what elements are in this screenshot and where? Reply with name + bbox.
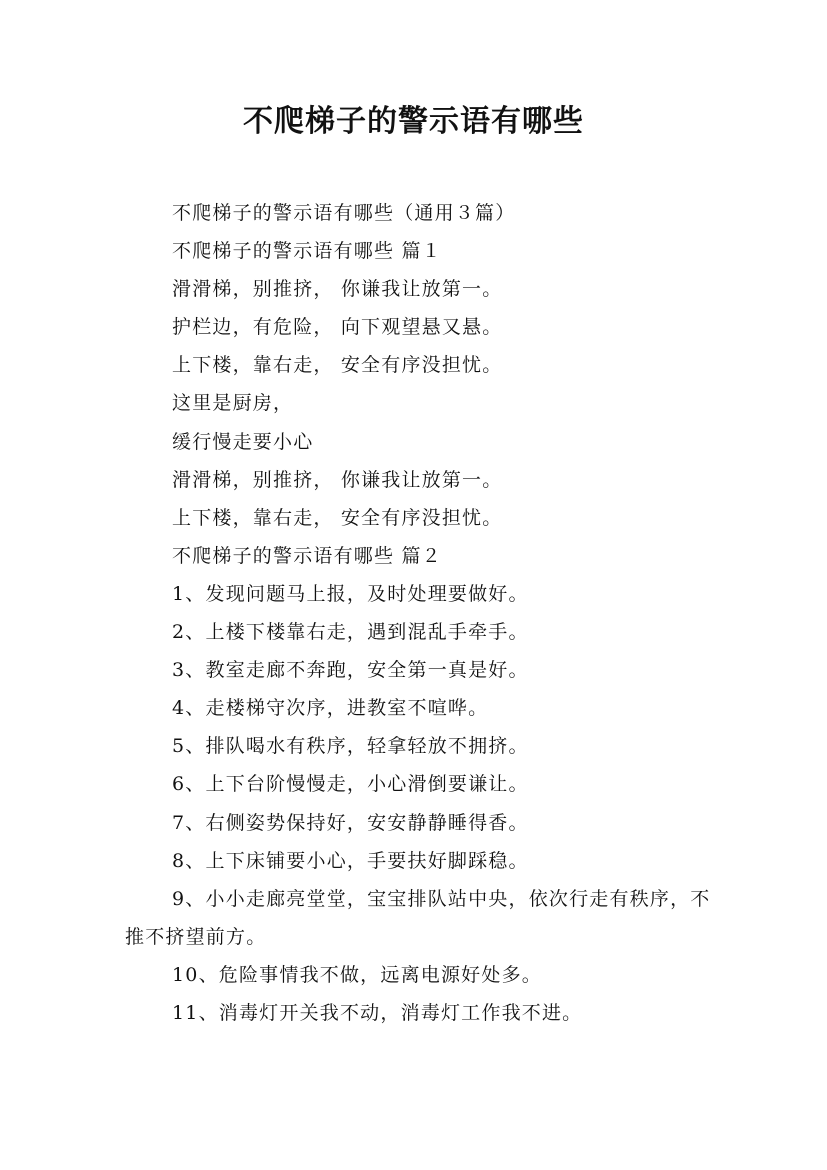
- body-line: 11、消毒灯开关我不动，消毒灯工作我不进。: [172, 1001, 583, 1024]
- body-line: 滑滑梯，别推挤， 你谦我让放第一。: [172, 278, 503, 301]
- body-line: 不爬梯子的警示语有哪些 篇２: [172, 544, 442, 567]
- body-line: 8、上下床铺要小心，手要扶好脚踩稳。: [172, 849, 529, 872]
- body-line: 10、危险事情我不做，远离电源好处多。: [172, 963, 542, 986]
- body-line: 缓行慢走要小心: [172, 430, 314, 453]
- body-line: 3、教室走廊不奔跑，安全第一真是好。: [172, 659, 529, 682]
- body-line: 7、右侧姿势保持好，安安静静睡得香。: [172, 811, 529, 834]
- body-line: 5、排队喝水有秩序，轻拿轻放不拥挤。: [172, 735, 529, 758]
- body-line: 护栏边，有危险， 向下观望悬又悬。: [172, 316, 503, 339]
- body-line: 9、小小走廊亮堂堂，宝宝排队站中央，依次行走有秩序，不推不挤望前方。: [125, 887, 711, 948]
- body-line: 1、发现问题马上报，及时处理要做好。: [172, 582, 529, 605]
- body-line: 2、上楼下楼靠右走，遇到混乱手牵手。: [172, 621, 529, 644]
- body-line: 上下楼，靠右走， 安全有序没担忧。: [172, 506, 503, 529]
- body-line: 滑滑梯，别推挤， 你谦我让放第一。: [172, 468, 503, 491]
- body-line: 上下楼，靠右走， 安全有序没担忧。: [172, 354, 503, 377]
- body-line: 4、走楼梯守次序，进教室不喧哗。: [172, 697, 489, 720]
- body-line: 不爬梯子的警示语有哪些 篇１: [172, 240, 442, 263]
- body-line: 6、上下台阶慢慢走，小心滑倒要谦让。: [172, 773, 529, 796]
- body-line: 这里是厨房，: [172, 392, 294, 415]
- document-body: [125, 194, 715, 1032]
- document-title: 不爬梯子的警示语有哪些: [243, 104, 584, 139]
- body-line: 不爬梯子的警示语有哪些（通用３篇）: [172, 202, 516, 224]
